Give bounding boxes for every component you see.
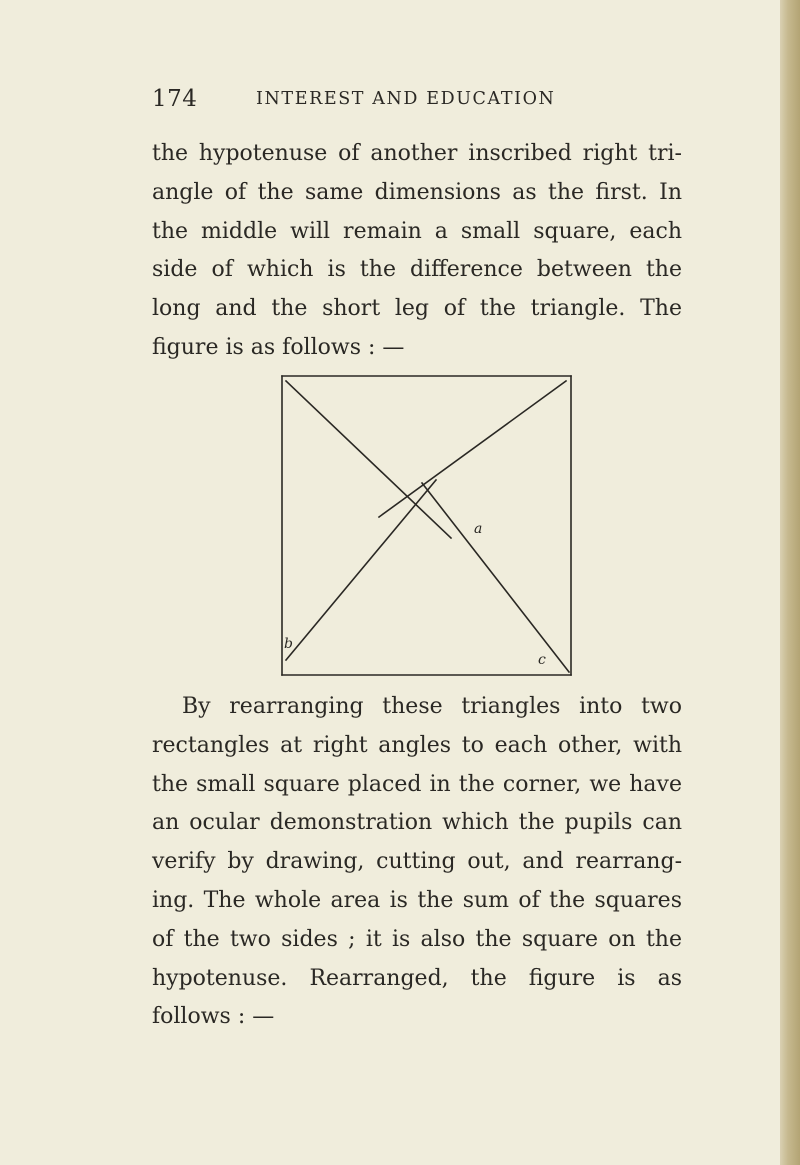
paragraph-1-line: long and the short leg of the triangle. The (152, 296, 682, 322)
diagonal-line-upper-right (379, 381, 566, 517)
label-b: b (284, 636, 293, 652)
diagonal-line-lower-right (422, 483, 569, 672)
paragraph-2-line: an ocular demonstration which the pupils can (152, 810, 682, 836)
paragraph-1-line: the middle will remain a small square, each (152, 218, 682, 244)
label-a: a (474, 521, 483, 537)
running-title: INTEREST AND EDUCATION (256, 89, 556, 109)
paragraph-1-line: angle of the same dimensions as the first. In (152, 179, 682, 205)
page-edge-shadow (780, 0, 800, 1165)
paragraph-2-line: ing. The whole area is the sum of the squares (152, 887, 682, 913)
page-number: 174 (152, 86, 198, 112)
figure-diagram (276, 370, 576, 680)
paragraph-1-line: side of which is the difference between the (152, 257, 682, 283)
paragraph-2-line: the small square placed in the corner, we have (152, 771, 682, 797)
paragraph-2-line: By rearranging these triangles into two (182, 694, 682, 719)
label-c: c (538, 652, 546, 668)
paragraph-2-line: of the two sides ; it is also the square on the (152, 926, 682, 952)
paragraph-1-line: figure is as follows : — (152, 334, 405, 360)
paragraph-2-line: verify by drawing, cutting out, and rearrang- (152, 849, 682, 875)
paragraph-2-line: rectangles at right angles to each other, with (152, 732, 682, 758)
paragraph-2-line: follows : — (152, 1004, 275, 1030)
pythagorean-figure (276, 370, 576, 680)
paragraph-2 (152, 688, 682, 1037)
running-head (152, 86, 692, 116)
paragraph-2-line: hypotenuse. Rearranged, the figure is as (152, 965, 682, 991)
diagonal-line-lower-left (286, 480, 436, 660)
paragraph-1 (152, 135, 682, 368)
paragraph-1-line: the hypotenuse of another inscribed right tri- (152, 141, 682, 166)
diagonal-line-upper-left (286, 381, 451, 538)
